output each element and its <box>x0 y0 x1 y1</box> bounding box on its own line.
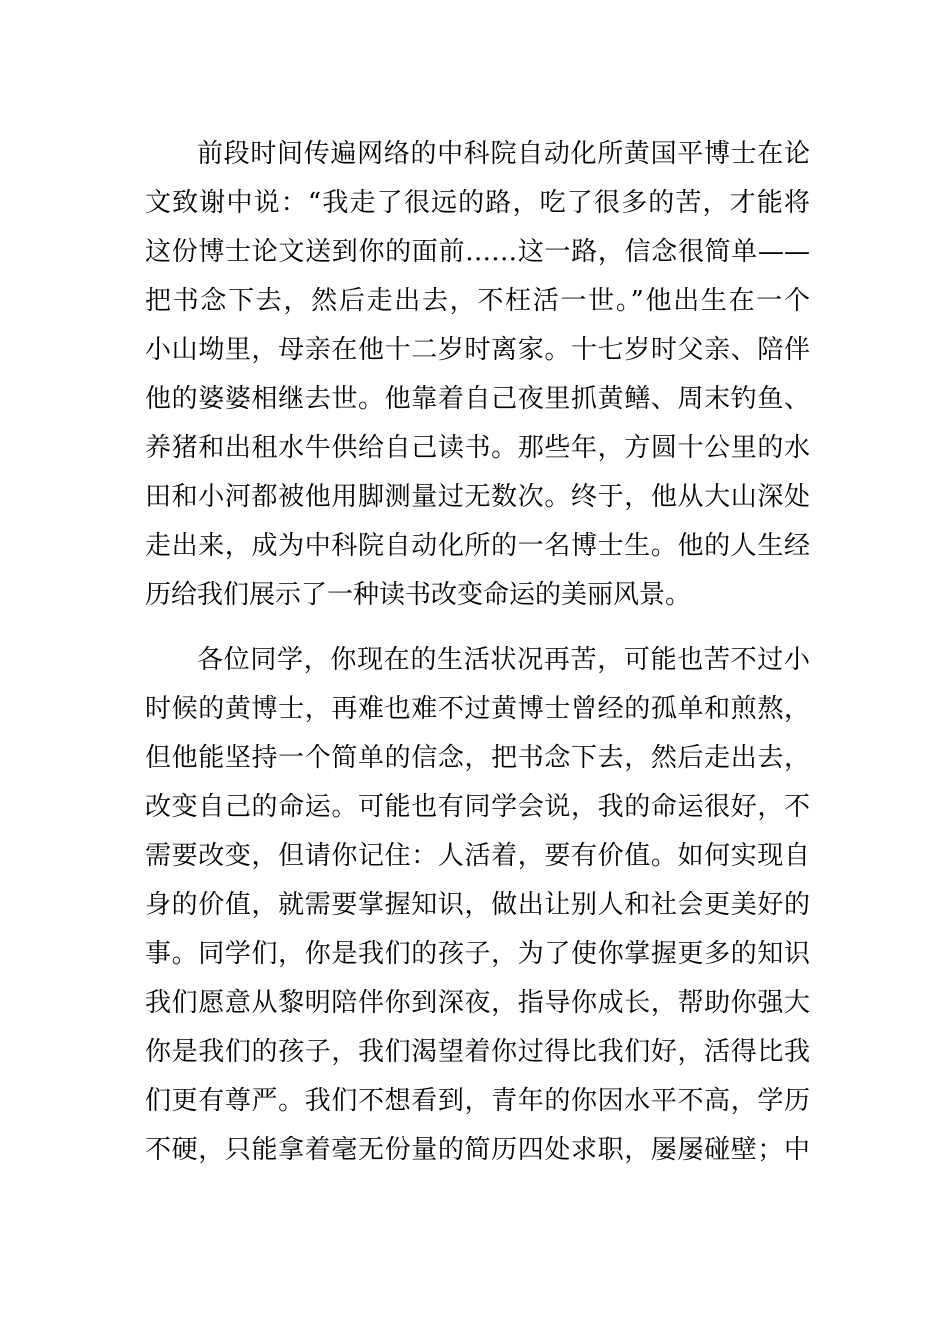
paragraph-line: 文致谢中说：“我走了很远的路，吃了很多的苦，才能将 <box>145 188 810 218</box>
paragraph-line: 你是我们的孩子，我们渴望着你过得比我们好，活得比我 <box>145 1037 810 1067</box>
paragraph-line: 身的价值，就需要掌握知识，做出让别人和社会更美好的 <box>145 890 810 920</box>
paragraph-line: 这份博士论文送到你的面前……这一路，信念很简单—— <box>145 237 810 267</box>
paragraph-line: 我们愿意从黎明陪伴你到深夜，指导你成长，帮助你强大 <box>145 988 810 1018</box>
paragraph-line: 事。同学们，你是我们的孩子，为了使你掌握更多的知识 <box>145 939 810 969</box>
paragraph-line: 但他能坚持一个简单的信念，把书念下去，然后走出去， <box>145 743 810 773</box>
paragraph-line: 历给我们展示了一种读书改变命运的美丽风景。 <box>145 580 692 610</box>
paragraph-line: 田和小河都被他用脚测量过无数次。终于，他从大山深处 <box>145 482 810 512</box>
paragraph-line: 时候的黄博士，再难也难不过黄博士曾经的孤单和煎熬， <box>145 694 810 724</box>
paragraph-line: 小山坳里，母亲在他十二岁时离家。十七岁时父亲、陪伴 <box>145 335 810 365</box>
paragraph-line: 改变自己的命运。可能也有同学会说，我的命运很好，不 <box>145 792 810 822</box>
paragraph-line: 养猪和出租水牛供给自己读书。那些年，方圆十公里的水 <box>145 433 810 463</box>
paragraph-line: 需要改变，但请你记住：人活着，要有价值。如何实现自 <box>145 841 810 871</box>
paragraph-line: 走出来，成为中科院自动化所的一名博士生。他的人生经 <box>145 531 810 561</box>
paragraph-line: 们更有尊严。我们不想看到，青年的你因水平不高，学历 <box>145 1086 810 1116</box>
paragraph-line: 各位同学，你现在的生活状况再苦，可能也苦不过小 <box>197 645 810 675</box>
paragraph-line: 把书念下去，然后走出去，不枉活一世。”他出生在一个 <box>145 286 810 316</box>
paragraph-line: 前段时间传遍网络的中科院自动化所黄国平博士在论 <box>197 139 810 169</box>
paragraph-line: 不硬，只能拿着毫无份量的简历四处求职，屡屡碰壁；中 <box>145 1135 810 1165</box>
paragraph-line: 他的婆婆相继去世。他靠着自己夜里抓黄鳝、周末钓鱼、 <box>145 384 810 414</box>
